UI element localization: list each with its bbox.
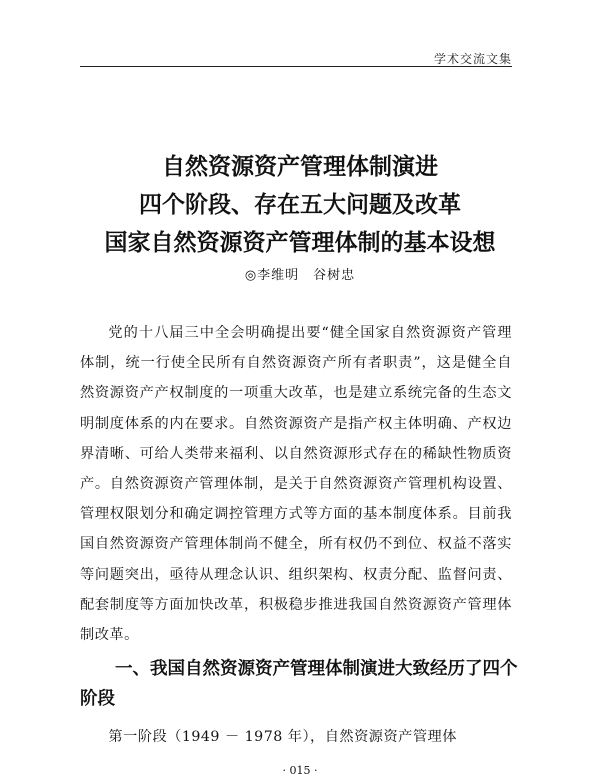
author-byline: ◎李维明 谷树忠	[244, 268, 356, 283]
section-paragraph-block	[80, 722, 512, 752]
section-paragraph: 第一阶段（1949 － 1978 年），自然资源资产管理体	[108, 729, 457, 745]
header-rule	[80, 66, 512, 67]
running-header: 学术交流文集	[433, 52, 512, 66]
title-line-3: 国家自然资源资产管理体制的基本设想	[104, 230, 496, 256]
title-line-2: 四个阶段、存在五大问题及改革	[139, 192, 461, 218]
title-line-1: 自然资源资产管理体制演进	[162, 154, 438, 180]
intro-paragraph-block	[80, 318, 512, 650]
article-title	[0, 148, 600, 262]
page-number: · 015 ·	[282, 764, 318, 777]
section-heading: 一、我国自然资源资产管理体制演进大致经历了四个阶段	[80, 659, 518, 709]
body-paragraph: 党的十八届三中全会明确提出要“健全国家自然资源资产管理体制，统一行使全民所有自然资源资产所有者职责”，这是健全自然资源资产产权制度的一项重大改革，也是建立系统完备的生态文明制度体系的内在要求。自然资源资产是指产权主体明确、产权边界清晰、可给人类带来福利、以自然资源形式存在的稀缺性物质资产。自然资源资产管理体制，是关于自然资源资产管理机构设置、管理权限划分和确定调控管理方式等方面的基本制度体系。目前我国自然资源资产管理体制尚不健全，所有权仍不到位、权益不落实等问题突出，亟待从理念认识、组织架构、权责分配、监督问责、配套制度等方面加快改革，积极稳步推进我国自然资源资产管理体制改革。	[80, 325, 512, 644]
